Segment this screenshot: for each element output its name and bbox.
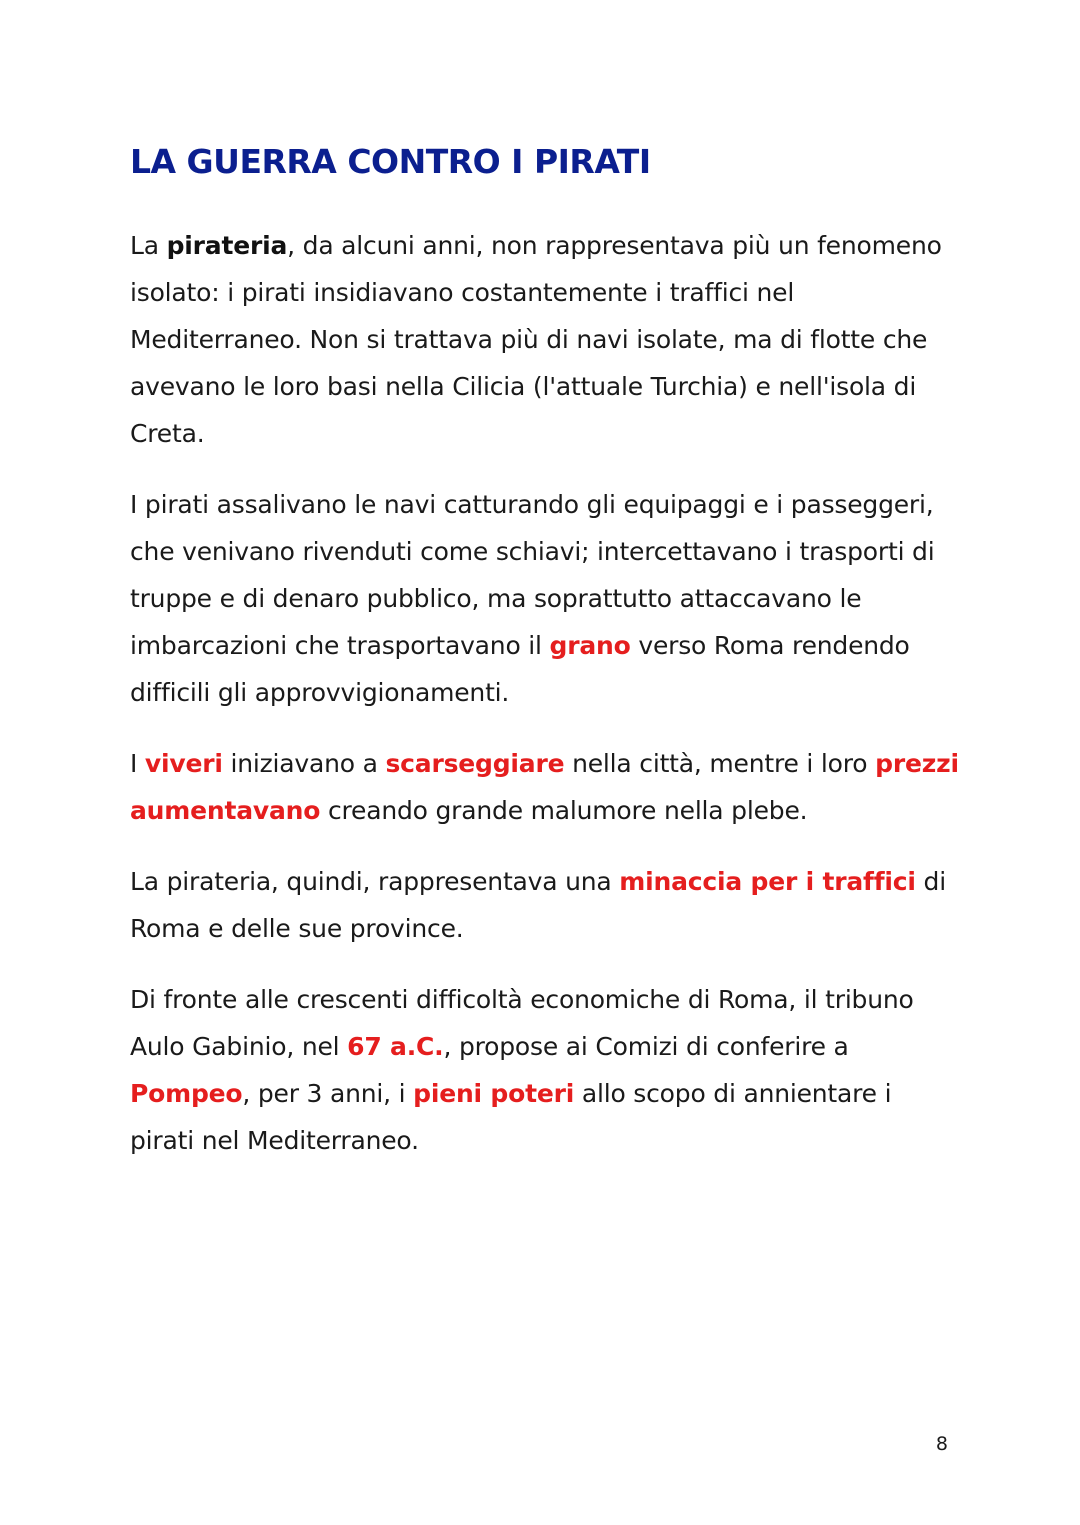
highlighted-term: grano [549, 631, 631, 660]
highlighted-term: 67 a.C. [347, 1032, 444, 1061]
paragraph-4 [130, 858, 960, 952]
highlighted-term: viveri [144, 749, 223, 778]
text-run: di Roma e delle sue province. [130, 867, 946, 943]
text-run: creando grande malumore nella plebe. [320, 796, 808, 825]
highlighted-term: prezzi aumentavano [130, 749, 959, 825]
paragraph-5 [130, 976, 960, 1164]
text-run: verso Roma rendendo difficili gli approvvigionamenti. [130, 631, 910, 707]
text-run: La pirateria, quindi, rappresentava una [130, 867, 620, 896]
paragraph-2 [130, 481, 960, 716]
text-run: Di fronte alle crescenti difficoltà economiche di Roma, il tribuno Aulo Gabinio, nel [130, 985, 914, 1061]
text-run: nella città, mentre i loro [564, 749, 876, 778]
paragraph-3 [130, 740, 960, 834]
bold-term: pirateria [166, 231, 288, 260]
highlighted-term: scarseggiare [385, 749, 565, 778]
highlighted-term: Pompeo [130, 1079, 243, 1108]
text-run: iniziavano a [222, 749, 386, 778]
document-page [130, 140, 960, 1188]
text-run: , propose ai Comizi di conferire a [443, 1032, 849, 1061]
text-run: I [130, 749, 145, 778]
text-run: , per 3 anni, i [242, 1079, 414, 1108]
highlighted-term: minaccia per i traffici [619, 867, 916, 896]
paragraph-1 [130, 222, 960, 457]
text-run: La [130, 231, 167, 260]
body-text [130, 222, 960, 1164]
text-run: , da alcuni anni, non rappresentava più un fenomeno isolato: i pirati insidiavano costantemente i traffici nel Mediterraneo. Non si trattava più di navi isolate, ma di flotte che avevano le loro basi nella Cilicia (l'attuale Turchia) e nell'isola di Creta. [130, 231, 942, 448]
page-number: 8 [935, 1433, 948, 1455]
highlighted-term: pieni poteri [413, 1079, 575, 1108]
section-title: LA GUERRA CONTRO I PIRATI [130, 142, 651, 181]
text-run: I pirati assalivano le navi catturando gli equipaggi e i passeggeri, che venivano rivenduti come schiavi; intercettavano i trasporti di truppe e di denaro pubblico, ma soprattutto attaccavano le imbarcazioni che trasportavano il [130, 490, 935, 660]
text-run: allo scopo di annientare i pirati nel Mediterraneo. [130, 1079, 892, 1155]
